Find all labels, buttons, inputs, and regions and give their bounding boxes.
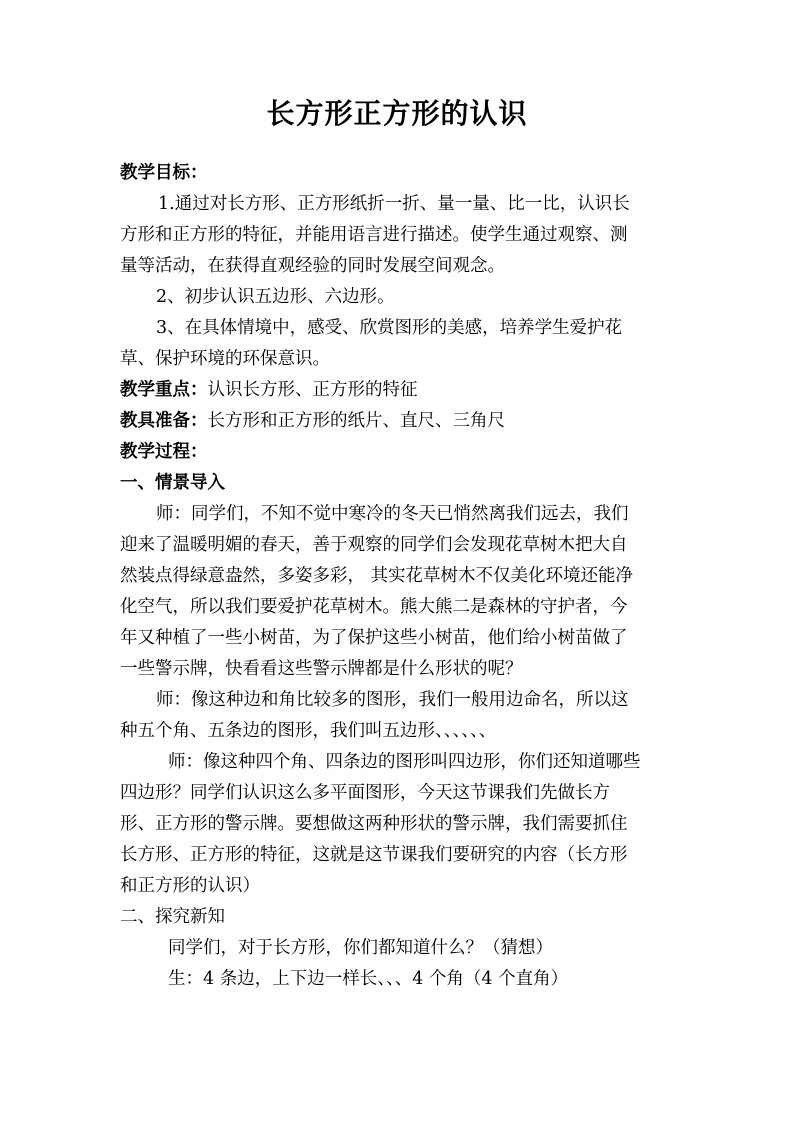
- document-body: [120, 158, 680, 995]
- paragraph-3-line-5: 和正方形的认识）: [120, 876, 260, 896]
- document-title: 长方形正方形的认识: [266, 97, 528, 130]
- paragraph-1-line-5: 年又种植了一些小树苗，为了保护这些小树苗，他们给小树苗做了: [120, 628, 628, 648]
- objective-1-line-3: 量等活动，在获得直观经验的同时发展空间观念。: [120, 256, 505, 276]
- process-heading: 教学过程：: [120, 442, 208, 462]
- paragraph-3-line-4: 长方形、正方形的特征，这就是这节课我们要研究的内容（长方形: [120, 845, 628, 865]
- section-2-heading: 二、探究新知: [120, 907, 225, 927]
- paragraph-1-line-2: 迎来了温暖明媚的春天，善于观察的同学们会发现花草树木把大自: [120, 535, 628, 555]
- answer-1: 生：4 条边，上下边一样长、、、4 个角（4 个直角）: [168, 969, 569, 989]
- objective-2: 2、初步认识五边形、六边形。: [156, 287, 395, 307]
- paragraph-2-line-1: 师：像这种边和角比较多的图形，我们一般用边命名，所以这: [156, 690, 629, 710]
- objectives-heading: 教学目标：: [120, 163, 208, 183]
- tools-row: [120, 406, 680, 437]
- paragraph-3-line-1: 师：像这种四个角、四条边的图形叫四边形，你们还知道哪些: [168, 752, 641, 772]
- tools-label: 教具准备：: [120, 411, 208, 431]
- keypoint-label: 教学重点：: [120, 380, 208, 400]
- paragraph-1-line-6: 一些警示牌，快看看这些警示牌都是什么形状的呢？: [120, 659, 523, 679]
- objective-3-line-2: 草、保护环境的环保意识。: [120, 349, 330, 369]
- paragraph-3-line-3: 形、正方形的警示牌。要想做这两种形状的警示牌，我们需要抓住: [120, 814, 628, 834]
- tools-text: 长方形和正方形的纸片、直尺、三角尺: [207, 411, 505, 431]
- objective-1-line-2: 方形和正方形的特征，并能用语言进行描述。使学生通过观察、测: [120, 225, 628, 245]
- keypoint-text: 认识长方形、正方形的特征: [207, 380, 418, 400]
- paragraph-2-line-2: 种五个角、五条边的图形，我们叫五边形、、、、、、: [120, 721, 497, 741]
- paragraph-3-line-2: 四边形？同学们认识这么多平面图形，今天这节课我们先做长方: [120, 783, 610, 803]
- paragraph-1-line-4: 化空气，所以我们要爱护花草树木。熊大熊二是森林的守护者，今: [120, 597, 628, 617]
- keypoint-row: [120, 375, 680, 406]
- question-1: 同学们，对于长方形，你们都知道什么？（猜想）: [168, 938, 553, 958]
- objective-3-line-1: 3、在具体情境中，感受、欣赏图形的美感，培养学生爱护花: [156, 318, 623, 338]
- paragraph-1-line-1: 师：同学们，不知不觉中寒冷的冬天已悄然离我们远去，我们: [156, 504, 629, 524]
- paragraph-1-line-3: 然装点得绿意盎然，多姿多彩， 其实花草树木不仅美化环境还能净: [120, 566, 634, 586]
- objective-1-line-1: 1.通过对长方形、正方形纸折一折、量一量、比一比，认识长: [158, 194, 630, 214]
- section-1-heading: 一、情景导入: [120, 473, 225, 493]
